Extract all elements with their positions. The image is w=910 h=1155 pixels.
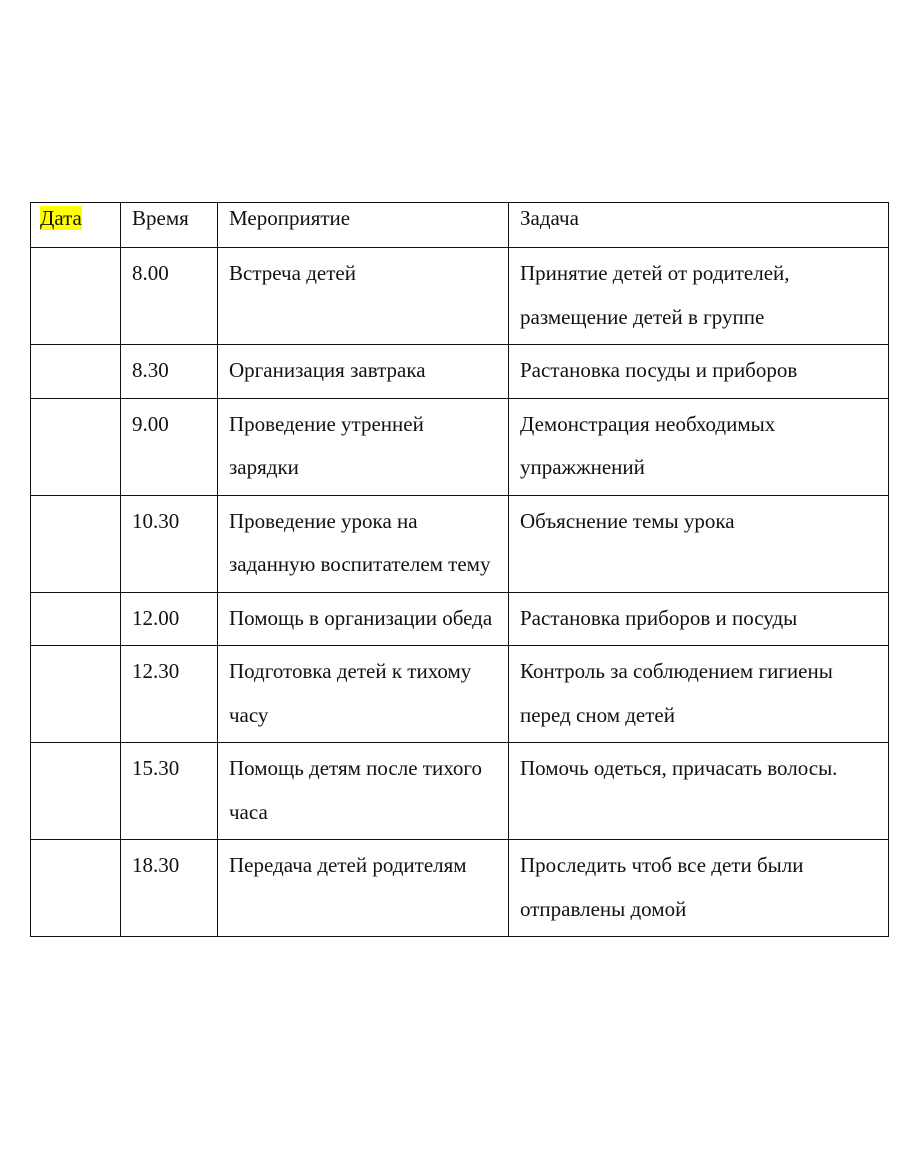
header-time: Время bbox=[121, 203, 218, 248]
cell-task: Проследить чтоб все дети были отправлены домой bbox=[509, 840, 889, 937]
table-row bbox=[31, 345, 889, 399]
cell-event: Встреча детей bbox=[218, 248, 509, 345]
cell-event: Помощь в организации обеда bbox=[218, 592, 509, 646]
cell-event: Проведение утренней зарядки bbox=[218, 398, 509, 495]
cell-task: Контроль за соблюдением гигиены перед сном детей bbox=[509, 646, 889, 743]
cell-time: 18.30 bbox=[121, 840, 218, 937]
cell-date bbox=[31, 840, 121, 937]
cell-event: Передача детей родителям bbox=[218, 840, 509, 937]
cell-time: 8.00 bbox=[121, 248, 218, 345]
table-row bbox=[31, 646, 889, 743]
cell-time: 10.30 bbox=[121, 495, 218, 592]
cell-time: 8.30 bbox=[121, 345, 218, 399]
cell-date bbox=[31, 248, 121, 345]
table-row bbox=[31, 398, 889, 495]
table-row bbox=[31, 743, 889, 840]
header-date-label: Дата bbox=[40, 206, 82, 230]
cell-date bbox=[31, 398, 121, 495]
header-date bbox=[31, 203, 121, 248]
cell-event: Организация завтрака bbox=[218, 345, 509, 399]
table-row bbox=[31, 495, 889, 592]
cell-date bbox=[31, 743, 121, 840]
cell-time: 15.30 bbox=[121, 743, 218, 840]
table-row bbox=[31, 248, 889, 345]
cell-task: Растановка посуды и приборов bbox=[509, 345, 889, 399]
cell-date bbox=[31, 345, 121, 399]
cell-event: Проведение урока на заданную воспитателем тему bbox=[218, 495, 509, 592]
cell-task: Объяснение темы урока bbox=[509, 495, 889, 592]
header-task: Задача bbox=[509, 203, 889, 248]
cell-task: Принятие детей от родителей, размещение детей в группе bbox=[509, 248, 889, 345]
cell-task: Помочь одеться, причасать волосы. bbox=[509, 743, 889, 840]
cell-time: 9.00 bbox=[121, 398, 218, 495]
cell-event: Помощь детям после тихого часа bbox=[218, 743, 509, 840]
cell-date bbox=[31, 495, 121, 592]
cell-time: 12.30 bbox=[121, 646, 218, 743]
cell-date bbox=[31, 646, 121, 743]
header-event: Мероприятие bbox=[218, 203, 509, 248]
table-row bbox=[31, 840, 889, 937]
cell-task: Растановка приборов и посуды bbox=[509, 592, 889, 646]
table-header-row bbox=[31, 203, 889, 248]
cell-task: Демонстрация необходимых упражжнений bbox=[509, 398, 889, 495]
table-row bbox=[31, 592, 889, 646]
schedule-table bbox=[30, 202, 889, 937]
cell-time: 12.00 bbox=[121, 592, 218, 646]
cell-date bbox=[31, 592, 121, 646]
cell-event: Подготовка детей к тихому часу bbox=[218, 646, 509, 743]
